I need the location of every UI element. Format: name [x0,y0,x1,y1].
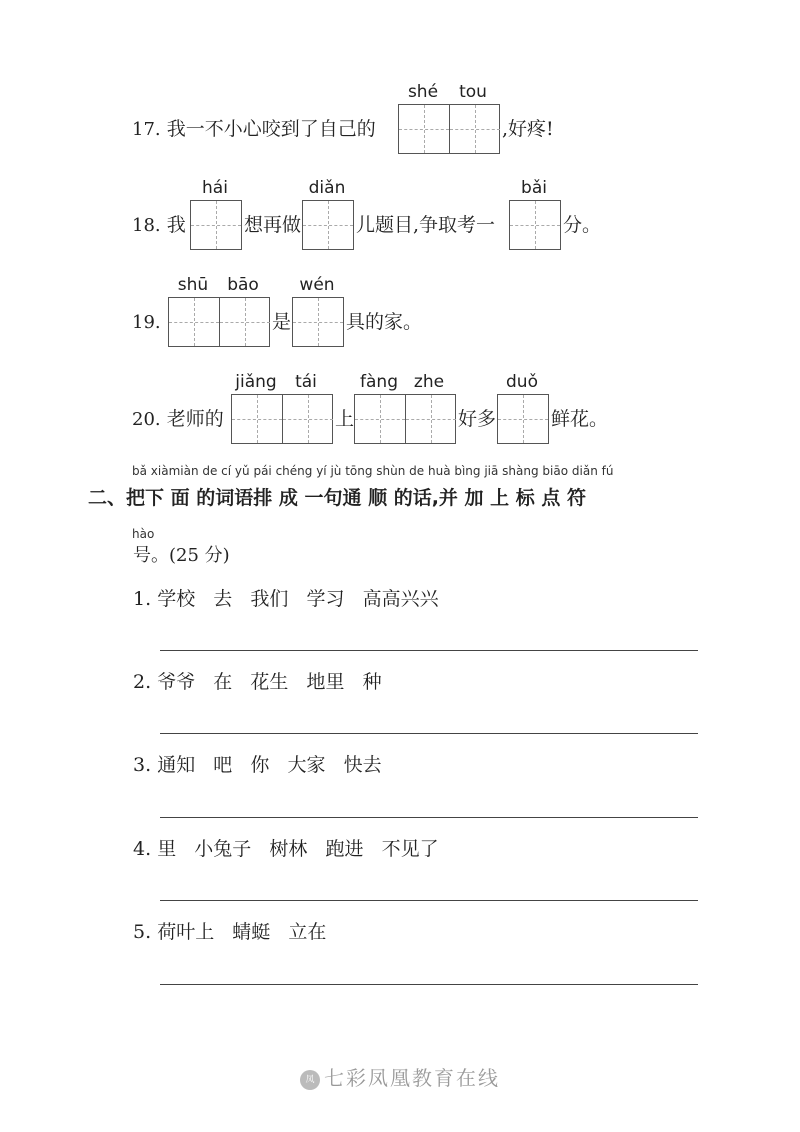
list-item [133,670,382,694]
answer-line[interactable] [160,900,698,901]
pinyin: duǒ [506,372,538,392]
item-number: 1. [133,588,152,610]
section-pinyin: bǎ xiàmiàn de cí yǔ pái chéng yí jù tōng shùn de huà bìng jiā shàng biāo diǎn fú [132,464,614,478]
question-text: 儿题目,争取考一 [356,214,496,236]
question-17 [132,117,376,142]
answer-grid[interactable] [302,200,354,250]
pinyin: shé [407,82,439,102]
item-words: 通知 吧 你 大家 快去 [157,754,382,776]
question-text: 想再做 [244,214,302,236]
answer-grid[interactable] [354,394,456,444]
item-number: 5. [133,921,152,943]
item-number: 4. [133,838,152,860]
question-text: 具的家。 [346,311,423,333]
footer-text: 七彩凤凰教育在线 [324,1066,500,1090]
item-words: 荷叶上 蜻蜓 立在 [157,921,327,943]
item-number: 3. [133,754,152,776]
pinyin: zhe [413,372,445,392]
pinyin: bāo [227,275,259,295]
question-text: 上 [335,408,355,430]
question-text: 是 [272,311,292,333]
question-text: ,好疼! [502,118,554,140]
answer-grid[interactable] [497,394,549,444]
question-text: 好多 [458,408,497,430]
question-20 [132,407,224,432]
question-text: 鲜花。 [551,408,609,430]
pinyin: jiǎng [235,372,277,392]
pinyin: diǎn [308,178,346,198]
section-title-cont: 号。(25 分) [133,545,230,566]
question-number: 20. [132,409,161,430]
answer-grid[interactable] [398,104,500,154]
list-item [133,837,439,861]
pinyin: tái [295,372,317,392]
answer-grid[interactable] [168,297,270,347]
question-text: 我一不小心咬到了自己的 [166,118,376,140]
item-number: 2. [133,671,152,693]
answer-line[interactable] [160,733,698,734]
item-words: 爷爷 在 花生 地里 种 [157,671,382,693]
pinyin: hái [202,178,228,198]
answer-grid[interactable] [509,200,561,250]
answer-grid[interactable] [292,297,344,347]
answer-line[interactable] [160,650,698,651]
pinyin: fàng [360,372,398,392]
question-text: 分。 [563,214,602,236]
pinyin: bǎi [521,178,547,198]
seal-icon: 凤 [300,1070,320,1090]
answer-line[interactable] [160,984,698,985]
answer-grid[interactable] [231,394,333,444]
question-18 [132,213,186,238]
pinyin: wén [299,275,335,295]
question-number: 17. [132,119,161,140]
question-number: 18. [132,215,161,236]
section-pinyin: hào [132,527,155,541]
question-text: 老师的 [166,408,224,430]
question-text: 我 [166,214,186,236]
pinyin: tou [459,82,487,102]
pinyin: shū [177,275,209,295]
question-19 [132,310,161,335]
section-title: 二、把下 面 的词语排 成 一句通 顺 的话,并 加 上 标 点 符 [88,487,586,509]
footer-watermark [0,1062,800,1091]
item-words: 里 小兔子 树林 跑进 不见了 [157,838,439,860]
item-words: 学校 去 我们 学习 高高兴兴 [157,588,439,610]
list-item [133,753,382,777]
list-item [133,587,439,611]
list-item [133,920,326,944]
answer-line[interactable] [160,817,698,818]
question-number: 19. [132,312,161,333]
answer-grid[interactable] [190,200,242,250]
